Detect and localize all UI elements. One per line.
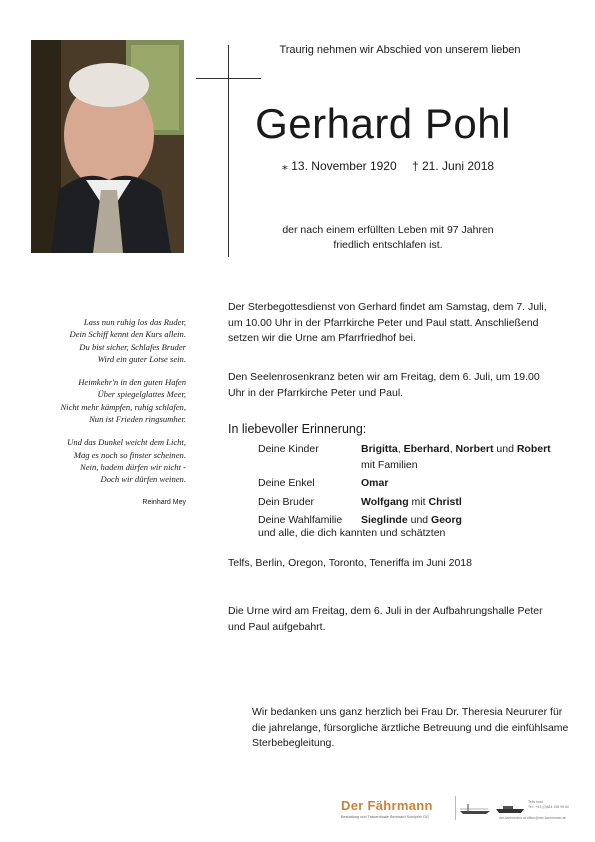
member-name: Omar: [361, 477, 389, 489]
connector-text: und: [407, 514, 432, 526]
funeral-home-subtitle: Bestattung und Trauerrituale Bernhard Schöpfer OG: [341, 815, 429, 819]
contact-line: Telfs Imst: [528, 800, 543, 804]
poem-line: Nun ist Frieden ringsumher.: [89, 414, 186, 425]
poem-line: Doch wir dürfen weinen.: [100, 474, 186, 485]
rosary-text: Den Seelenrosenkranz beten wir am Freitag, dem 6. Juli, um 19.00 Uhr in der Pfarrkirche Peter und Paul.: [228, 371, 540, 399]
member-name: Sieglinde: [361, 514, 408, 526]
member-name: Christl: [428, 495, 462, 508]
death-date: † 21. Juni 2018: [412, 159, 495, 173]
family-row: [258, 495, 558, 514]
connector-text: ,: [449, 443, 456, 455]
family-closing: und alle, die dich kannten und schätzten: [258, 527, 446, 539]
footer-divider: [455, 796, 456, 820]
poem-stanza: [20, 316, 186, 365]
footer-website: der-faehrmann.at office@der-faehrmann.at: [499, 816, 566, 820]
poem-stanza: [20, 376, 186, 425]
member-name: Eberhard: [403, 443, 450, 455]
poem-line: Nicht mehr kämpfen, ruhig schlafen,: [60, 401, 186, 412]
member-name: Norbert: [455, 443, 494, 455]
poem-line: Über spiegelglattes Meer,: [97, 389, 186, 400]
poem-line: Du bist sicher, Schlafes Bruder: [79, 341, 186, 352]
contact-info: [528, 800, 569, 810]
intro-text: Traurig nehmen wir Abschied von unserem lieben: [279, 44, 521, 56]
poem-line: Lass nun ruhig los das Ruder,: [83, 317, 186, 327]
cross-horizontal-bar: [196, 78, 261, 79]
life-dates: [248, 159, 528, 173]
family-relation: Dein Bruder: [258, 495, 315, 508]
poem-line: Heimkehr'n in den guten Hafen: [78, 377, 186, 388]
connector-text: mit: [408, 495, 429, 508]
peace-line: der nach einem erfüllten Leben mit 97 Jahren: [282, 224, 494, 236]
family-relation: Deine Enkel: [258, 477, 315, 489]
connector-text: ,: [397, 443, 404, 455]
member-name: Georg: [431, 514, 462, 526]
member-name: Wolfgang: [361, 495, 409, 508]
contact-line: Tel.: +43 (0)664 155 99 60: [528, 805, 569, 809]
family-row: [258, 476, 558, 495]
poem-line: Mag es noch so finster scheinen.: [73, 449, 186, 460]
family-relation: Deine Kinder: [258, 443, 319, 455]
poem-line: Wird ein guter Lotse sein.: [97, 353, 186, 364]
boat-icon: [458, 803, 492, 815]
family-list: [258, 442, 558, 532]
connector-text: und: [493, 443, 517, 455]
peace-text: [248, 223, 528, 253]
cross-vertical-bar: [228, 45, 229, 257]
poem-author: Reinhard Mey: [142, 498, 186, 506]
poem-line: Nein, hadem dürfen wir nicht -: [80, 461, 186, 472]
funeral-home-logo: Der Fährmann: [341, 798, 433, 813]
poem-stanza: [20, 436, 186, 485]
ferry-icon: [495, 804, 525, 814]
family-members: [361, 476, 558, 495]
connector-text: mit Familien: [361, 458, 418, 471]
thanks-text: Wir bedanken uns ganz herzlich bei Frau Dr. Theresia Neururer für die jahrelange, fürsorgliche ärztliche Betreuung und die einfühlsame Sterbebegleitung.: [252, 706, 569, 749]
deceased-name: Gerhard Pohl: [255, 100, 511, 147]
poem: [20, 316, 186, 509]
family-members: [361, 495, 558, 514]
portrait-photo: [31, 40, 184, 253]
family-relation: Deine Wahlfamilie: [258, 514, 343, 526]
memory-title: In liebevoller Erinnerung:: [228, 422, 367, 436]
poem-line: Und das Dunkel weicht dem Licht,: [67, 437, 186, 448]
poem-line: Dein Schiff kennt den Kurs allein.: [69, 329, 186, 340]
places-date-text: Telfs, Berlin, Oregon, Toronto, Teneriffa im Juni 2018: [228, 557, 472, 569]
family-members: [361, 442, 558, 476]
urn-text: Die Urne wird am Freitag, dem 6. Juli in der Aufbahrungshalle Peter und Paul aufgebahrt.: [228, 605, 543, 633]
funeral-mass-text: Der Sterbegottesdienst von Gerhard findet am Samstag, dem 7. Juli, um 10.00 Uhr in der Pfarrkirche Peter und Paul statt. Anschließend setzen wir die Urne am Pfarrfriedhof bei.: [228, 301, 547, 344]
family-row: [258, 442, 558, 476]
member-name: Robert: [516, 443, 551, 455]
portrait-illustration: [31, 40, 184, 253]
birth-date: ⁎ 13. November 1920: [281, 159, 397, 173]
peace-line: friedlich entschlafen ist.: [333, 239, 443, 251]
member-name: Brigitta: [361, 443, 398, 455]
